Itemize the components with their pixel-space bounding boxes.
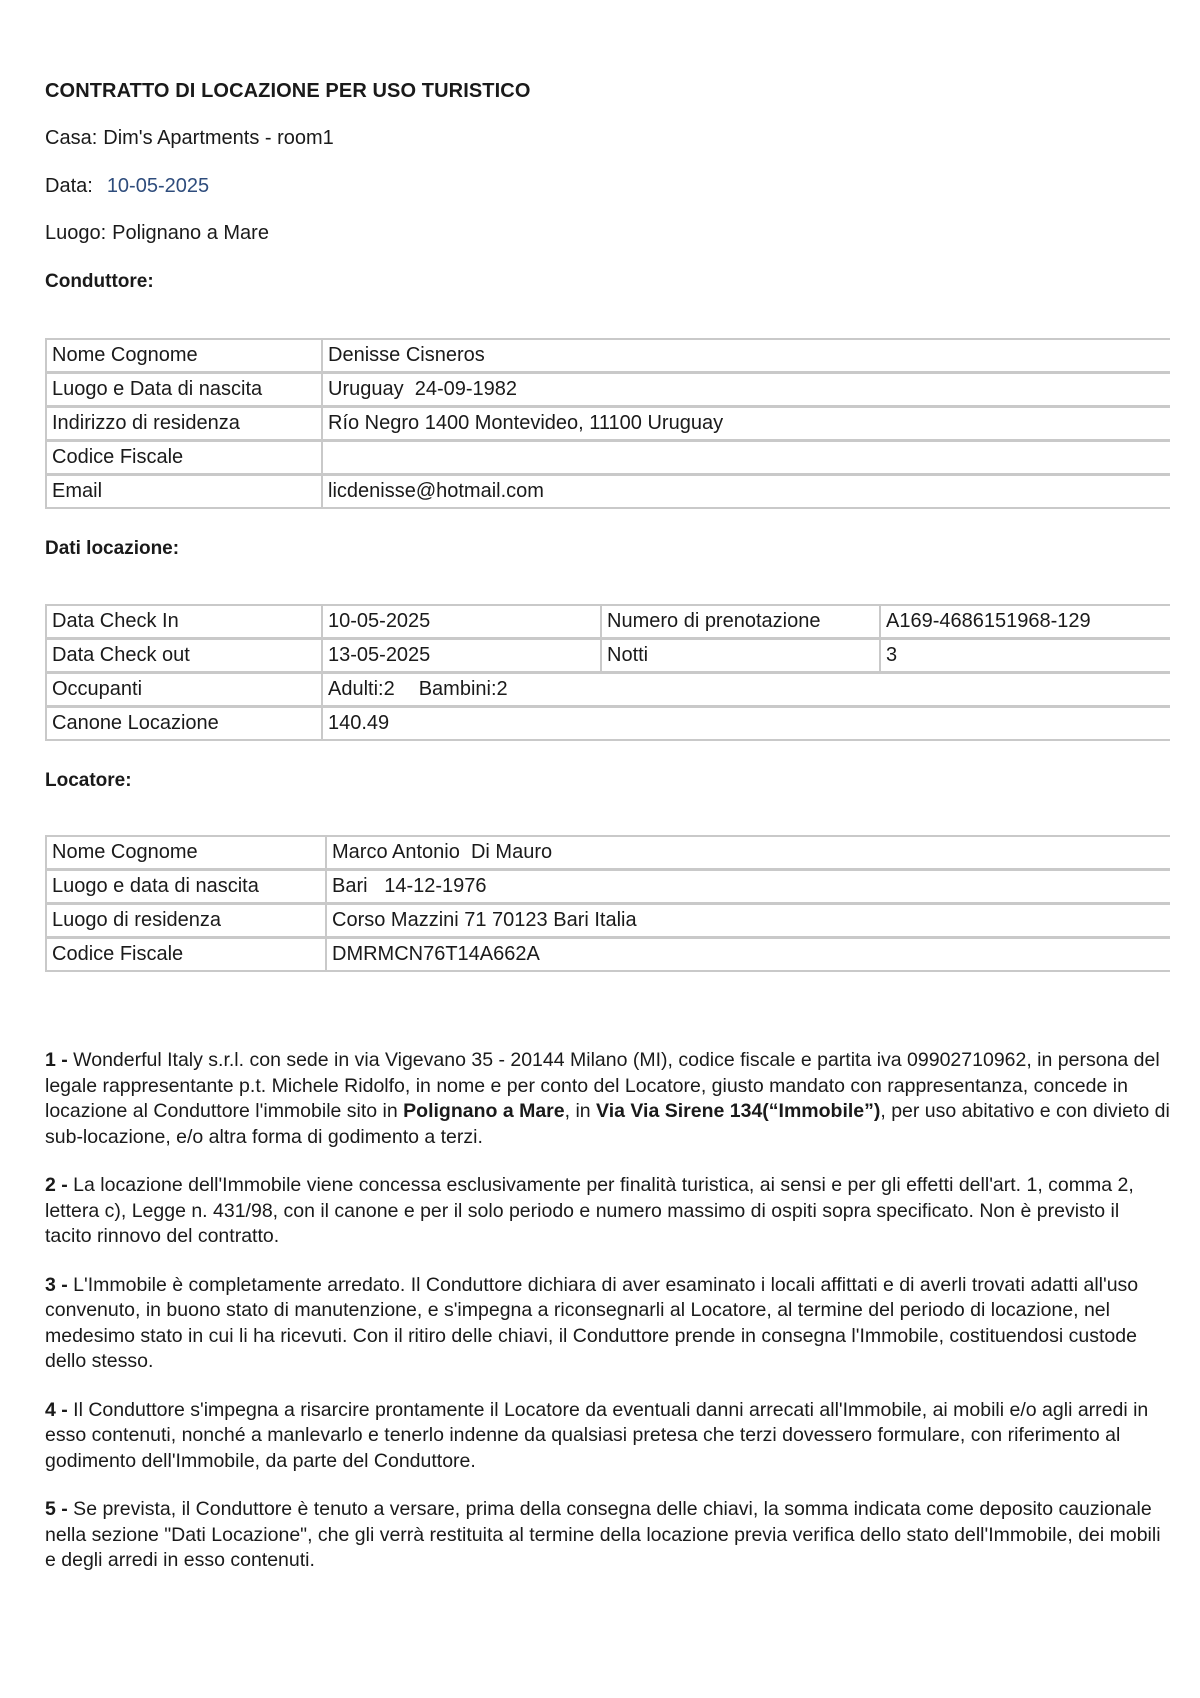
table-row <box>45 440 1170 474</box>
locazione-heading: Dati locazione: <box>45 538 180 559</box>
bambini-count: Bambini:2 <box>418 678 508 700</box>
clause-4 <box>45 1398 1170 1475</box>
checkin-value: 10-05-2025 <box>322 604 601 638</box>
row-label: Email <box>45 474 322 509</box>
luogo-line <box>45 222 269 245</box>
property-city: Polignano a Mare <box>403 1100 565 1122</box>
table-row <box>45 706 1170 741</box>
clause-number: 1 - <box>45 1049 68 1071</box>
booking-label: Numero di prenotazione <box>601 604 880 638</box>
row-value: Denisse Cisneros <box>322 338 1170 372</box>
row-label: Codice Fiscale <box>45 937 326 972</box>
table-row <box>45 638 1170 672</box>
row-value: Bari 14-12-1976 <box>326 869 1170 903</box>
row-value <box>322 440 1170 474</box>
notti-label: Notti <box>601 638 880 672</box>
clause-text: L'Immobile è completamente arredato. Il Conduttore dichiara di aver esaminato i locali affittati e di averli trovati adatti all'uso convenuto, in buono stato di manutenzione, e s'impegna a riconsegnarli al Locatore, al termine del periodo di locazione, nel medesimo stato in cui li ha ricevuti. Con il ritiro delle chiavi, il Conduttore prende in consegna l'Immobile, costituendosi custode dello stesso. <box>45 1273 1139 1372</box>
occupanti-label: Occupanti <box>45 672 322 706</box>
adulti-count: Adulti:2 <box>328 678 395 700</box>
row-value: licdenisse@hotmail.com <box>322 474 1170 509</box>
row-label: Nome Cognome <box>45 338 322 372</box>
locazione-table <box>45 604 1170 741</box>
table-row <box>45 338 1170 372</box>
clause-5 <box>45 1497 1170 1574</box>
table-row <box>45 672 1170 706</box>
clause-number: 2 - <box>45 1174 68 1196</box>
row-value: DMRMCN76T14A662A <box>326 937 1170 972</box>
property-address: Via Via Sirene 134(“Immobile”) <box>596 1100 881 1122</box>
clauses <box>45 1048 1170 1597</box>
data-label: Data: <box>45 175 93 197</box>
notti-value: 3 <box>880 638 1170 672</box>
luogo-value: Polignano a Mare <box>112 222 269 244</box>
locatore-table <box>45 835 1170 972</box>
casa-line <box>45 127 334 150</box>
table-row <box>45 903 1170 937</box>
booking-value: A169-4686151968-129 <box>880 604 1170 638</box>
clause-text: , in <box>564 1100 597 1122</box>
clause-text: , per uso abitativo e con divieto di sub-locazione, e/o altra forma di godimento a terzi. <box>45 1100 1170 1148</box>
clause-text: La locazione dell'Immobile viene concessa esclusivamente per finalità turistica, ai sensi e per gli effetti dell'art. 1, comma 2, lettera c), Legge n. 431/98, con il canone e per il solo periodo e numero massimo di ospiti sopra specificato. Non è previsto il tacito rinnovo del contratto. <box>45 1174 1134 1247</box>
canone-label: Canone Locazione <box>45 706 322 741</box>
clause-3 <box>45 1273 1170 1375</box>
clause-text: Il Conduttore s'impegna a risarcire prontamente il Locatore da eventuali danni arrecati all'Immobile, ai mobili e/o agli arredi in esso contenuti, nonché a manlevarlo e tenerlo indenne da qualsiasi pretesa che terzi dovessero formulare, con riferimento al godimento dell'Immobile, da parte del Conduttore. <box>45 1398 1149 1472</box>
table-row <box>45 869 1170 903</box>
data-value: 10-05-2025 <box>106 175 210 197</box>
row-label: Indirizzo di residenza <box>45 406 322 440</box>
row-value: Marco Antonio Di Mauro <box>326 835 1170 869</box>
table-row <box>45 406 1170 440</box>
clause-number: 4 - <box>45 1398 68 1421</box>
conduttore-heading: Conduttore: <box>45 271 154 292</box>
clause-1 <box>45 1048 1170 1150</box>
locatore-heading: Locatore: <box>45 770 132 791</box>
row-label: Nome Cognome <box>45 835 326 869</box>
clause-number: 3 - <box>45 1273 68 1296</box>
data-line <box>45 175 209 198</box>
row-label: Codice Fiscale <box>45 440 322 474</box>
row-value: Uruguay 24-09-1982 <box>322 372 1170 406</box>
casa-label: Casa: <box>45 127 98 149</box>
casa-value: Dim's Apartments - room1 <box>103 127 334 149</box>
row-label: Luogo e Data di nascita <box>45 372 322 406</box>
row-label: Luogo e data di nascita <box>45 869 326 903</box>
clause-text: Wonderful Italy s.r.l. con sede in via Vigevano 35 - 20144 Milano (MI), codice fiscale e partita iva 09902710962, in persona del legale rappresentante p.t. Michele Ridolfo, in nome e per conto del Locatore, giusto mandato con rappresentanza, concede in locazione al Conduttore l'immobile sito in <box>45 1049 1160 1122</box>
table-row <box>45 937 1170 972</box>
conduttore-table <box>45 338 1170 509</box>
table-row <box>45 372 1170 406</box>
checkout-label: Data Check out <box>45 638 322 672</box>
canone-value: 140.49 <box>322 706 1170 741</box>
table-row <box>45 474 1170 509</box>
checkin-label: Data Check In <box>45 604 322 638</box>
table-row <box>45 835 1170 869</box>
document-title: CONTRATTO DI LOCAZIONE PER USO TURISTICO <box>45 80 531 102</box>
clause-2 <box>45 1173 1170 1250</box>
table-row <box>45 604 1170 638</box>
luogo-label: Luogo: <box>45 222 107 244</box>
clause-text: Se prevista, il Conduttore è tenuto a versare, prima della consegna delle chiavi, la somma indicata come deposito cauzionale nella sezione "Dati Locazione", che gli verrà restituita al termine della locazione previa verifica dello stato dell'Immobile, dei mobili e degli arredi in esso contenuti. <box>45 1498 1161 1571</box>
clause-number: 5 - <box>45 1498 68 1520</box>
row-label: Luogo di residenza <box>45 903 326 937</box>
row-value: Río Negro 1400 Montevideo, 11100 Uruguay <box>322 406 1170 440</box>
occupanti-value <box>322 672 1170 706</box>
checkout-value: 13-05-2025 <box>322 638 601 672</box>
row-value: Corso Mazzini 71 70123 Bari Italia <box>326 903 1170 937</box>
